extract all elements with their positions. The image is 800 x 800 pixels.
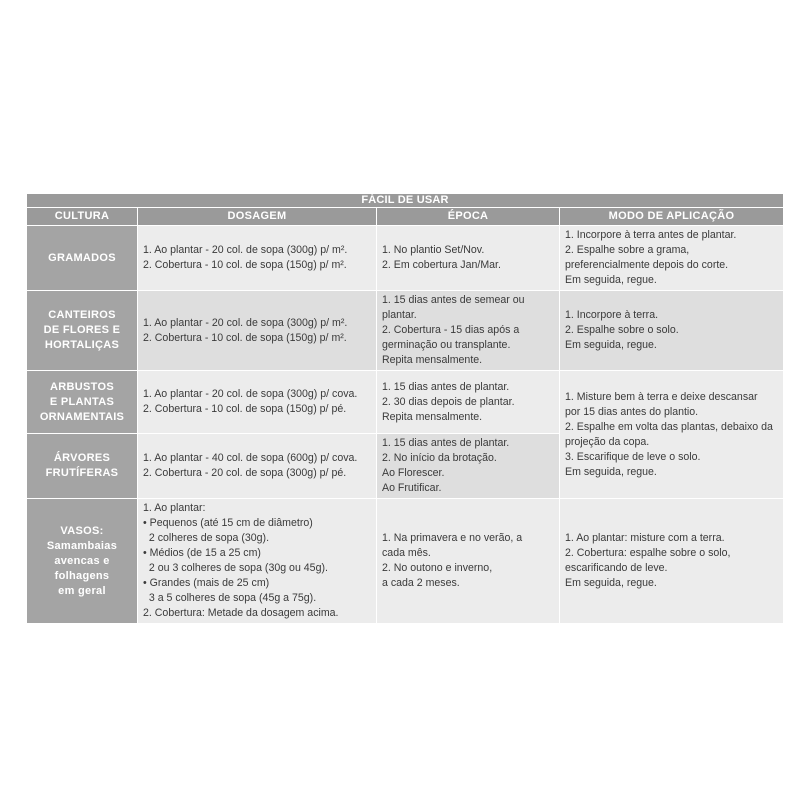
epoca-line: germinação ou transplante. bbox=[382, 339, 511, 351]
dosagem-line: 1. Ao plantar - 20 col. de sopa (300g) p/ cova. bbox=[143, 388, 358, 400]
dosagem-cell bbox=[138, 499, 377, 624]
table-row bbox=[27, 226, 784, 291]
epoca-line: cada mês. bbox=[382, 547, 431, 559]
epoca-line: 2. Em cobertura Jan/Mar. bbox=[382, 259, 501, 271]
dosagem-cell bbox=[138, 434, 377, 499]
epoca-line: 1. 15 dias antes de plantar. bbox=[382, 437, 510, 449]
modo-line: escarificando de leve. bbox=[565, 562, 668, 574]
usage-table bbox=[26, 193, 784, 624]
epoca-cell bbox=[377, 226, 560, 291]
table-title-row bbox=[27, 194, 784, 208]
dosagem-line: 2. Cobertura - 10 col. de sopa (150g) p/ m². bbox=[143, 331, 347, 344]
epoca-cell bbox=[377, 291, 560, 371]
epoca-line: Repita mensalmente. bbox=[382, 354, 483, 366]
crop-label: E PLANTAS bbox=[49, 395, 115, 408]
dosagem-line: 1. Ao plantar: bbox=[143, 502, 206, 514]
modo-line: Em seguida, regue. bbox=[565, 339, 657, 351]
modo-cell-shared bbox=[560, 371, 784, 499]
table-row bbox=[27, 371, 784, 434]
crop-cell-canteiros bbox=[27, 291, 138, 371]
modo-line: por 15 dias antes do plantio. bbox=[565, 405, 699, 418]
crop-label: em geral bbox=[58, 584, 106, 597]
modo-cell bbox=[560, 291, 784, 371]
epoca-line: 1. Na primavera e no verão, a bbox=[382, 532, 523, 544]
epoca-cell bbox=[377, 434, 560, 499]
epoca-line: Repita mensalmente. bbox=[382, 410, 483, 423]
crop-label: folhagens bbox=[54, 569, 110, 582]
epoca-line: 2. No início da brotação. bbox=[382, 452, 497, 464]
dosagem-line: 1. Ao plantar - 20 col. de sopa (300g) p/ m². bbox=[143, 316, 348, 329]
crop-cell-gramados bbox=[27, 226, 138, 291]
epoca-line: 2. Cobertura - 15 dias após a bbox=[382, 324, 520, 336]
crop-label: HORTALIÇAS bbox=[44, 339, 120, 351]
epoca-line: Ao Florescer. bbox=[382, 467, 445, 479]
crop-label: DE FLORES E bbox=[43, 324, 121, 336]
table-title: FÁCIL DE USAR bbox=[27, 194, 784, 208]
modo-line: projeção da copa. bbox=[565, 435, 650, 448]
dosagem-line: • Grandes (mais de 25 cm) bbox=[143, 577, 270, 589]
crop-label: ARBUSTOS bbox=[50, 380, 114, 393]
epoca-cell bbox=[377, 499, 560, 624]
epoca-line: Ao Frutificar. bbox=[382, 482, 442, 494]
dosagem-line: 2 colheres de sopa (30g). bbox=[143, 532, 270, 544]
crop-label: ÁRVORES bbox=[53, 452, 111, 464]
header-epoca: ÉPOCA bbox=[377, 208, 560, 226]
modo-line: Em seguida, regue. bbox=[565, 274, 657, 286]
epoca-line: 1. No plantio Set/Nov. bbox=[382, 244, 485, 256]
dosagem-line: 2. Cobertura - 10 col. de sopa (150g) p/ pé. bbox=[143, 403, 347, 415]
table-header-row bbox=[27, 208, 784, 226]
dosagem-line: 2. Cobertura - 20 col. de sopa (300g) p/ pé. bbox=[143, 467, 347, 479]
table-row bbox=[27, 499, 784, 624]
crop-cell-arbustos bbox=[27, 371, 138, 434]
header-dosagem: DOSAGEM bbox=[138, 208, 377, 226]
crop-label: avencas e bbox=[54, 554, 110, 567]
dosagem-cell bbox=[138, 291, 377, 371]
header-modo: MODO DE APLICAÇÃO bbox=[560, 208, 784, 226]
dosagem-line: • Pequenos (até 15 cm de diâmetro) bbox=[143, 517, 313, 529]
dosagem-cell bbox=[138, 226, 377, 291]
epoca-line: 2. No outono e inverno, bbox=[382, 562, 493, 574]
modo-line: 2. Espalhe sobre a grama, bbox=[565, 244, 690, 256]
crop-label: CANTEIROS bbox=[48, 309, 116, 321]
dosagem-line: 2. Cobertura: Metade da dosagem acima. bbox=[143, 607, 339, 619]
table-row bbox=[27, 291, 784, 371]
modo-line: 1. Ao plantar: misture com a terra. bbox=[565, 532, 725, 544]
modo-line: 2. Espalhe sobre o solo. bbox=[565, 324, 679, 336]
modo-line: 1. Incorpore à terra antes de plantar. bbox=[565, 229, 737, 241]
dosagem-cell bbox=[138, 371, 377, 434]
modo-line: 3. Escarifique de leve o solo. bbox=[565, 450, 701, 463]
dosagem-line: 3 a 5 colheres de sopa (45g a 75g). bbox=[143, 592, 317, 604]
modo-line: preferencialmente depois do corte. bbox=[565, 259, 729, 271]
crop-label: VASOS: bbox=[60, 524, 104, 537]
modo-line: 2. Espalhe em volta das plantas, debaixo da bbox=[565, 420, 773, 433]
crop-cell-vasos bbox=[27, 499, 138, 624]
crop-cell-arvores bbox=[27, 434, 138, 499]
crop-label: FRUTÍFERAS bbox=[45, 467, 119, 479]
modo-cell bbox=[560, 499, 784, 624]
epoca-line: 2. 30 dias depois de plantar. bbox=[382, 395, 515, 408]
dosagem-line: 2 ou 3 colheres de sopa (30g ou 45g). bbox=[143, 562, 328, 574]
header-cultura: CULTURA bbox=[27, 208, 138, 226]
modo-line: Em seguida, regue. bbox=[565, 465, 657, 478]
epoca-line: 1. 15 dias antes de semear ou bbox=[382, 294, 525, 306]
dosagem-line: 1. Ao plantar - 20 col. de sopa (300g) p/ m². bbox=[143, 244, 348, 256]
modo-line: 2. Cobertura: espalhe sobre o solo, bbox=[565, 547, 731, 559]
crop-label: GRAMADOS bbox=[48, 251, 116, 264]
epoca-cell bbox=[377, 371, 560, 434]
dosagem-line: 2. Cobertura - 10 col. de sopa (150g) p/ m². bbox=[143, 259, 347, 271]
crop-label: Samambaias bbox=[46, 539, 118, 552]
modo-cell bbox=[560, 226, 784, 291]
crop-label: ORNAMENTAIS bbox=[39, 410, 125, 423]
modo-line: 1. Incorpore à terra. bbox=[565, 309, 659, 321]
dosagem-line: • Médios (de 15 a 25 cm) bbox=[143, 547, 261, 559]
epoca-line: a cada 2 meses. bbox=[382, 577, 460, 589]
dosagem-line: 1. Ao plantar - 40 col. de sopa (600g) p/ cova. bbox=[143, 452, 358, 464]
modo-line: Em seguida, regue. bbox=[565, 577, 657, 589]
epoca-line: 1. 15 dias antes de plantar. bbox=[382, 380, 510, 393]
epoca-line: plantar. bbox=[382, 309, 417, 321]
modo-line: 1. Misture bem à terra e deixe descansar bbox=[565, 390, 758, 403]
